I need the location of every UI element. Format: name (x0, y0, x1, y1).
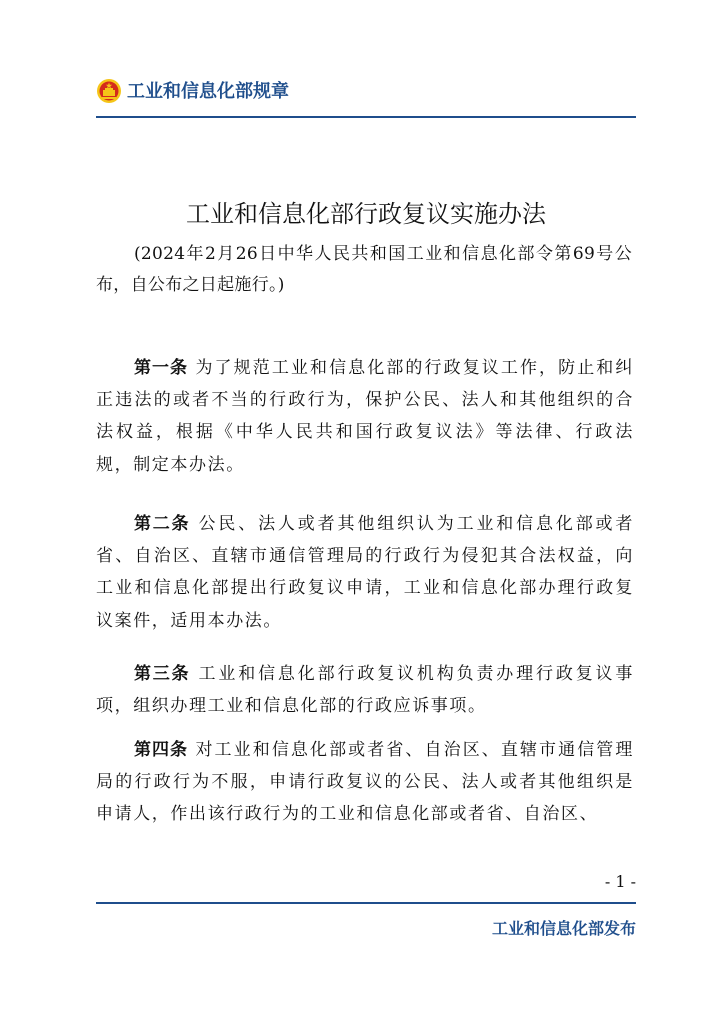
article-text: 为了规范工业和信息化部的行政复议工作，防止和纠正违法的或者不当的行政行为，保护公民、法人和其他组织的合法权益，根据《中华人民共和国行政复议法》等法律、行政法规，制定本办法。 (96, 358, 634, 475)
national-emblem-icon (96, 78, 122, 104)
page-number: - 1 - (604, 872, 636, 891)
article-label: 第二条 (134, 514, 191, 534)
article-text: 公民、法人或者其他组织认为工业和信息化部或者省、自治区、直辖市通信管理局的行政行为侵犯其合法权益，向工业和信息化部提出行政复议申请，工业和信息化部办理行政复议案件，适用本办法。 (96, 514, 635, 631)
document-publication-note: (2024年2月26日中华人民共和国工业和信息化部令第69号公布，自公布之日起施行。) (96, 244, 632, 295)
article-label: 第三条 (134, 664, 191, 684)
article-2 (96, 508, 634, 637)
page-header (96, 78, 636, 114)
document-title: 工业和信息化部行政复议实施办法 (186, 200, 546, 228)
header-title: 工业和信息化部规章 (127, 81, 289, 102)
footer-divider (96, 902, 636, 904)
footer-publisher: 工业和信息化部发布 (491, 919, 636, 938)
article-text: 对工业和信息化部或者省、自治区、直辖市通信管理局的行政行为不服，申请行政复议的公民、法人或者其他组织是申请人，作出该行政行为的工业和信息化部或者省、自治区、 (96, 740, 634, 825)
article-label: 第一条 (134, 358, 188, 378)
article-1 (96, 352, 634, 481)
article-text: 工业和信息化部行政复议机构负责办理行政复议事项，组织办理工业和信息化部的行政应诉事项。 (96, 664, 635, 717)
header-divider (96, 116, 636, 118)
article-3 (96, 658, 634, 722)
article-label: 第四条 (134, 740, 188, 760)
article-4 (96, 734, 634, 831)
